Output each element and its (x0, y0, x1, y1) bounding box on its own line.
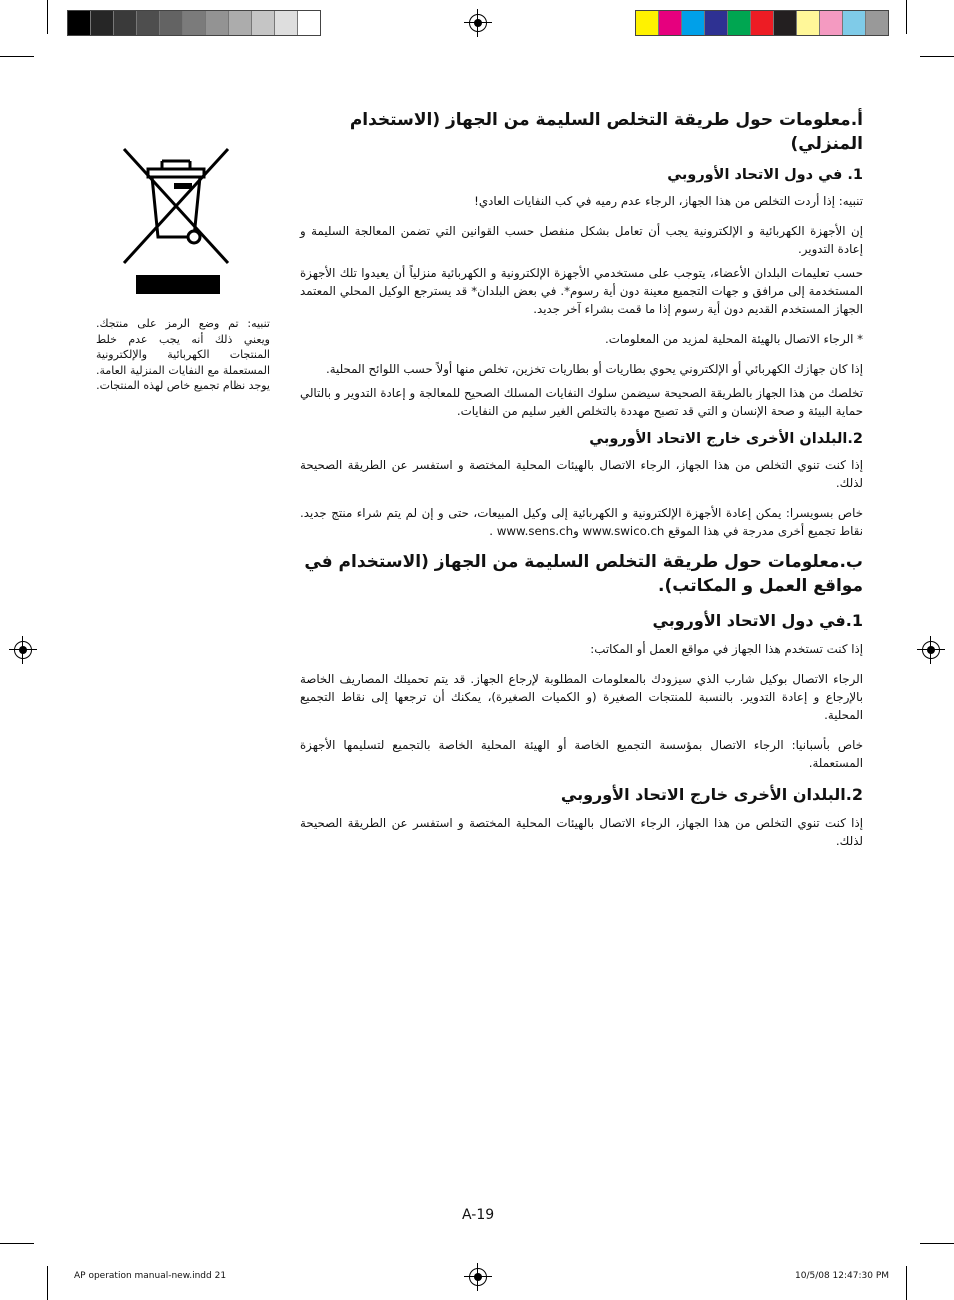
crop-mark (47, 0, 48, 34)
color-swatch (252, 11, 275, 35)
color-swatch (91, 11, 114, 35)
paragraph: إذا كنت تنوي التخلص من هذا الجهاز، الرجاء الاتصال بالهيئات المحلية المختصة و استفسر عن الطريقة الصحيحة لذلك. (300, 816, 863, 848)
switzerland-paragraph (300, 504, 863, 540)
color-swatch (866, 11, 888, 35)
crop-mark (920, 56, 954, 57)
crop-mark (920, 1243, 954, 1244)
footer-date: 10/5/08 12:47:30 PM (795, 1271, 890, 1281)
paragraph: إذا كنت تستخدم هذا الجهاز في مواقع العمل أو المكاتب: (590, 642, 863, 656)
main-content (300, 108, 863, 856)
color-swatch (298, 11, 320, 35)
color-swatch (682, 11, 705, 35)
page-number: A-19 (462, 1207, 495, 1223)
section-b1-title: 1.في دول الاتحاد الأوروبي (652, 611, 863, 630)
black-bar-badge (136, 275, 220, 294)
registration-mark-icon (469, 14, 487, 32)
conjunction: و (573, 524, 583, 538)
color-swatch (229, 11, 252, 35)
gray-calibration-bar (67, 10, 321, 36)
crossed-bin-icon (120, 145, 232, 295)
footnote: * الرجاء الاتصال بالهيئة المحلية لمزيد من المعلومات. (605, 332, 863, 346)
paragraph: خاص بأسبانيا: الرجاء الاتصال بمؤسسة التجميع الخاصة أو الهيئة المحلية الخاصة بالتجميع لتسليمها الأجهزة المستعملة. (300, 738, 863, 770)
crop-mark (0, 1243, 34, 1244)
footer-file-name: AP operation manual-new.indd 21 (74, 1271, 227, 1281)
registration-mark-icon (922, 641, 940, 659)
color-swatch (843, 11, 866, 35)
sens-link[interactable]: www.sens.ch (496, 524, 574, 538)
paragraph: تخلصك من هذا الجهاز بالطريقة الصحيحة سيضمن سلوك النفايات المسلك الصحيح للمعالجة و إعادة التدوير و بالتالي حماية البيئة و صحة الإنسان و التي قد تصبح مهددة بالتخلص الغير سليم من النفايات. (300, 386, 863, 418)
section-a-title: أ.معلومات حول طريقة التخلص السليمة من الجهاز (الاستخدام المنزلي) (349, 110, 863, 154)
color-swatch (275, 11, 298, 35)
color-swatch (820, 11, 843, 35)
color-swatch (183, 11, 206, 35)
color-swatch (636, 11, 659, 35)
paragraph: إن الأجهزة الكهربائية و الإلكترونية يجب أن تعامل بشكل منفصل حسب القوانين التي تضمن المعالجة السليمة و إعادة التدوير. (300, 224, 863, 256)
color-swatch (751, 11, 774, 35)
paragraph: حسب تعليمات البلدان الأعضاء، يتوجب على مستخدمي الأجهزة الإلكترونية و الكهربائية منزلياً أن يعيدوا تلك الأجهزة المستخدمة إلى مرافق و جهات التجميع معينة دون أية رسوم*. في بعض البلدان* قد يسترجع الوكيل المحلي المعتمد الجهاز المستخدم القديم دون أية رسوم إذا ما قمت بشراء آخر جديد. (300, 266, 863, 316)
paragraph: إذا كان جهازك الكهربائي أو الإلكتروني يحوي بطاريات أو بطاريات تخزين، تخلص منها أولاً حسب اللوائح المحلية. (325, 362, 863, 376)
swico-link[interactable]: www.swico.ch (582, 524, 665, 538)
period: . (489, 524, 497, 538)
color-swatch (206, 11, 229, 35)
color-calibration-bar (635, 10, 889, 36)
section-a1-title: 1. في دول الاتحاد الأوروبي (667, 167, 863, 183)
color-swatch (114, 11, 137, 35)
color-swatch (705, 11, 728, 35)
crop-mark (0, 56, 34, 57)
registration-mark-icon (14, 641, 32, 659)
color-swatch (797, 11, 820, 35)
color-swatch (728, 11, 751, 35)
section-a2-title: 2.البلدان الأخرى خارج الاتحاد الأوروبي (589, 431, 863, 447)
paragraph-text: خاص بسويسرا: يمكن إعادة الأجهزة الإلكترونية و الكهربائية إلى وكيل المبيعات، حتى و إن لم يتم شراء منتج جديد. نقاط تجميع أخرى مدرجة في هذا الموقع (300, 506, 863, 538)
color-swatch (659, 11, 682, 35)
crop-mark (47, 1266, 48, 1300)
paragraph: الرجاء الاتصال بوكيل شارب الذي سيزودك بالمعلومات المطلوبة لإرجاع الجهاز. قد يتم تحميلك المصاريف الخاصة بالإرجاع و إعادة التدوير. بالنسبة للمنتجات الصغيرة (و الكميات الصغيرة)، يمكنك أن ترجعها إلى نقاط التجميع المحلية. (300, 672, 863, 722)
registration-mark-icon (469, 1268, 487, 1286)
section-b-title: ب.معلومات حول طريقة التخلص السليمة من الجهاز (الاستخدام في مواقع العمل و المكاتب). (304, 552, 863, 596)
paragraph: تنبيه: إذا أردت التخلص من هذا الجهاز، الرجاء عدم رميه في كب النفايات العادي! (474, 194, 863, 208)
color-swatch (68, 11, 91, 35)
section-b2-title: 2.البلدان الأخرى خارج الاتحاد الأوروبي (560, 785, 863, 804)
side-note: تنبيه: تم وضع الرمز على منتجك. ويعني ذلك أنه يجب عدم خلط المنتجات الكهربائية والإلكترونية المستعملة مع النفايات المنزلية العامة. يوجد نظام تجميع خاص لهذه المنتجات. (96, 317, 270, 392)
color-swatch (160, 11, 183, 35)
crop-mark (906, 1266, 907, 1300)
paragraph: إذا كنت تنوي التخلص من هذا الجهاز، الرجاء الاتصال بالهيئات المحلية المختصة و استفسر عن الطريقة الصحيحة لذلك. (300, 458, 863, 490)
color-swatch (774, 11, 797, 35)
color-swatch (137, 11, 160, 35)
crop-mark (906, 0, 907, 34)
